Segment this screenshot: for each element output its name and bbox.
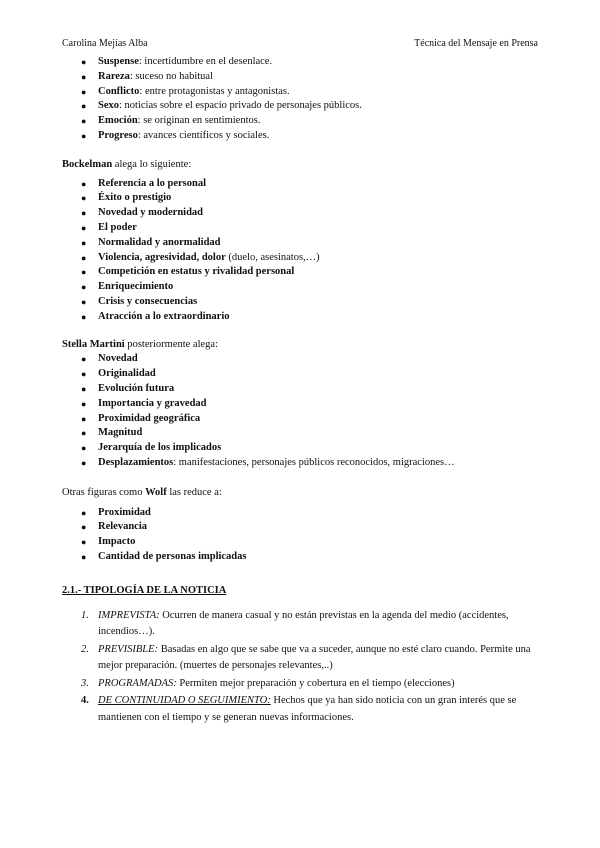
item-number: 2.: [81, 643, 89, 655]
item-number: 4.: [81, 695, 89, 706]
list-item: [62, 85, 538, 100]
bullet-icon: ●: [81, 537, 87, 548]
item-description: : suceso no habitual: [129, 70, 213, 82]
bullet-icon: ●: [81, 522, 87, 533]
item-description: : se originan en sentimientos.: [137, 115, 261, 127]
bullet-icon: ●: [81, 208, 87, 219]
item-term: Originalidad: [98, 368, 156, 380]
page-content: [62, 55, 538, 727]
bullet-icon: ●: [81, 383, 87, 394]
bullet-icon: ●: [81, 354, 87, 365]
wolf-intro: [62, 486, 538, 501]
item-description: : entre protagonistas y antagonistas.: [139, 85, 290, 97]
typology-item: [62, 693, 538, 726]
bullet-icon: ●: [81, 457, 87, 468]
bullet-icon: ●: [81, 57, 87, 67]
item-term: Novedad: [98, 353, 138, 365]
list-item: [62, 99, 538, 114]
typology-list: [62, 608, 538, 727]
bullet-icon: ●: [81, 116, 87, 127]
item-term: Rareza: [98, 70, 130, 82]
list-item: [62, 506, 538, 521]
bullet-icon: ●: [81, 178, 87, 189]
item-description: : avances científicos y sociales.: [137, 129, 270, 141]
item-label: PREVISIBLE:: [98, 643, 159, 655]
bullet-icon: ●: [81, 86, 87, 97]
bullet-icon: ●: [81, 428, 87, 439]
item-term: Sexo: [98, 100, 119, 112]
item-term: Desplazamientos: [98, 456, 174, 468]
list-item: [62, 367, 538, 382]
wolf-post-text: las reduce a:: [166, 486, 222, 498]
list-item: [62, 251, 538, 266]
list-item: [62, 441, 538, 456]
item-term: Impacto: [98, 536, 136, 548]
bockelman-name: Bockelman: [62, 158, 113, 170]
item-text: Permiten mejor preparación y cobertura en el tiempo (elecciones): [176, 677, 455, 689]
item-term: Proximidad geográfica: [98, 412, 201, 424]
bullet-icon: ●: [81, 252, 87, 263]
header-subject: Técnica del Mensaje en Prensa: [414, 38, 538, 49]
list-item: [62, 236, 538, 251]
bullet-icon: ●: [81, 71, 87, 82]
item-term: Cantidad de personas implicadas: [98, 550, 247, 562]
list-item: [62, 520, 538, 535]
bullet-icon: ●: [81, 237, 87, 248]
item-term: Emoción: [98, 115, 138, 127]
list-item: [62, 191, 538, 206]
wolf-name: Wolf: [145, 486, 167, 498]
list-item: [62, 129, 538, 144]
item-term: Suspense: [98, 56, 139, 67]
item-term: Éxito o prestigio: [98, 192, 172, 204]
item-term: Referencia a lo personal: [98, 177, 206, 189]
typology-item: [62, 608, 538, 641]
bullet-icon: ●: [81, 193, 87, 204]
item-description: : noticias sobre el espacio privado de personajes públicos.: [119, 100, 362, 112]
section-title: 2.1.- TIPOLOGÍA DE LA NOTICIA: [62, 584, 227, 596]
bockelman-intro-text: alega lo siguiente:: [112, 158, 192, 170]
bockelman-bullet-list: [62, 177, 538, 325]
list-item: [62, 397, 538, 412]
item-term: Magnitud: [98, 427, 143, 439]
martini-bullet-list: [62, 352, 538, 470]
list-item: [62, 535, 538, 550]
bullet-icon: ●: [81, 551, 87, 562]
list-item: [62, 310, 538, 325]
bullet-icon: ●: [81, 267, 87, 278]
item-description: (duelo, asesinatos,…): [225, 251, 320, 263]
item-number: 1.: [81, 609, 89, 621]
item-term: Evolución futura: [98, 382, 175, 394]
item-label: DE CONTINUIDAD O SEGUIMIENTO:: [98, 695, 271, 706]
item-term: Jerarquía de los implicados: [98, 442, 222, 454]
item-description: : incertidumbre en el desenlace.: [138, 56, 273, 67]
bullet-icon: ●: [81, 507, 87, 518]
list-item: [62, 550, 538, 565]
martini-intro-text: posteriormente alega:: [124, 338, 218, 350]
list-item: [62, 412, 538, 427]
typology-item: [62, 642, 538, 675]
list-item: [62, 280, 538, 295]
item-text: Basadas en algo que se sabe que va a suceder, aunque no esté claro cuando. Permite una mejor preparación. (muertes de personajes relevantes,..): [98, 643, 531, 671]
list-item: [62, 177, 538, 192]
item-term: Crisis y consecuencias: [98, 295, 198, 307]
item-term: Normalidad y anormalidad: [98, 236, 221, 248]
bullet-icon: ●: [81, 222, 87, 233]
bullet-icon: ●: [81, 101, 87, 112]
item-description: : manifestaciones, personajes públicos reconocidos, migraciones…: [173, 456, 455, 468]
list-item: [62, 352, 538, 367]
item-term: Competición en estatus y rivalidad personal: [98, 266, 295, 278]
list-item: [62, 221, 538, 236]
item-term: Progreso: [98, 129, 138, 141]
item-term: Novedad y modernidad: [98, 207, 204, 219]
bockelman-intro: [62, 158, 538, 173]
bullet-icon: ●: [81, 296, 87, 307]
item-term: Conflicto: [98, 85, 140, 97]
wolf-bullet-list: [62, 506, 538, 565]
bullet-icon: ●: [81, 282, 87, 293]
item-number: 3.: [81, 677, 89, 689]
list-item: [62, 70, 538, 85]
martini-intro: [62, 338, 538, 353]
item-term: Importancia y gravedad: [98, 397, 207, 409]
item-label: PROGRAMADAS:: [98, 677, 177, 689]
page-header: [62, 38, 538, 52]
bullet-icon: ●: [81, 130, 87, 141]
list-item: [62, 206, 538, 221]
bullet-icon: ●: [81, 398, 87, 409]
item-term: Relevancia: [98, 521, 147, 533]
bullet-icon: ●: [81, 443, 87, 454]
item-term: Enriquecimiento: [98, 281, 174, 293]
list-item: [62, 295, 538, 310]
bullet-icon: ●: [81, 369, 87, 380]
header-author: Carolina Mejías Alba: [62, 38, 148, 49]
item-term: Violencia, agresividad, dolor: [98, 251, 226, 263]
item-term: Atracción a lo extraordinario: [98, 310, 230, 322]
list-item: [62, 382, 538, 397]
list-item: [62, 114, 538, 129]
item-label: IMPREVISTA:: [98, 609, 160, 621]
bullet-icon: ●: [81, 413, 87, 424]
bullet-icon: ●: [81, 311, 87, 322]
wolf-pre-text: Otras figuras como: [62, 486, 146, 498]
typology-item: [62, 676, 538, 693]
list-item: [62, 426, 538, 441]
list-item: [62, 265, 538, 280]
list-item: [62, 456, 538, 471]
intro-bullet-list: [62, 55, 538, 144]
list-item: [62, 55, 538, 70]
item-term: El poder: [98, 221, 137, 233]
item-text: Hechos que ya han sido noticia con un gran interés que se mantienen con el tiempo y se generan nuevas informaciones.: [98, 695, 517, 723]
item-term: Proximidad: [98, 506, 151, 518]
item-text: Ocurren de manera casual y no están previstas en la agenda del medio (accidentes, incendios…).: [98, 609, 509, 637]
martini-name: Stella Martini: [62, 338, 125, 350]
